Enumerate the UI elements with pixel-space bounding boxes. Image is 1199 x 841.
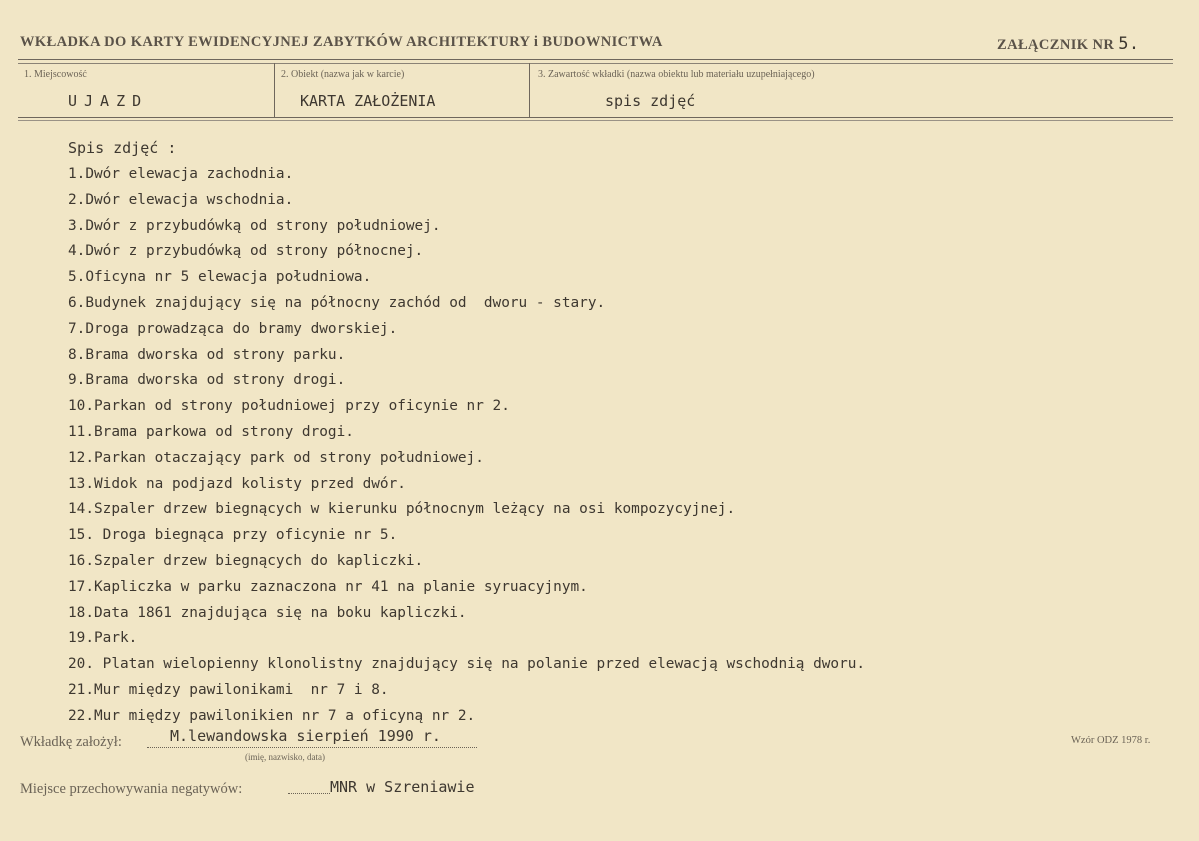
field-divider — [274, 63, 275, 117]
negatives-dotted-line — [288, 793, 330, 794]
list-item: 13.Widok na podjazd kolisty przed dwór. — [68, 475, 406, 492]
annex-label: ZAŁĄCZNIK NR — [997, 37, 1115, 53]
location-value: UJAZD — [68, 92, 149, 110]
annex-header — [997, 34, 1139, 54]
made-by-caption: (imię, nazwisko, data) — [245, 752, 325, 762]
list-item: 9.Brama dworska od strony drogi. — [68, 372, 346, 389]
list-item: 10.Parkan od strony południowej przy oficynie nr 2. — [68, 398, 510, 415]
content-label: 3. Zawartość wkładki (nazwa obiektu lub materiału uzupełniającego) — [538, 69, 815, 80]
list-item: 1.Dwór elewacja zachodnia. — [68, 166, 294, 182]
list-item: 3.Dwór z przybudówką od strony południowej. — [68, 217, 441, 234]
list-item: 22.Mur między pawilonikien nr 7 a oficyną nr 2. — [68, 707, 476, 724]
content-value: spis zdjęć — [605, 92, 696, 110]
negatives-location-label: Miejsce przechowywania negatywów: — [20, 781, 243, 797]
form-title: WKŁADKA DO KARTY EWIDENCYJNEJ ZABYTKÓW ARCHITEKTURY i BUDOWNICTWA — [20, 34, 663, 50]
made-by-value: M.lewandowska sierpień 1990 r. — [170, 727, 441, 745]
list-item: 17.Kapliczka w parku zaznaczona nr 41 na planie syruacyjnym. — [68, 578, 588, 595]
list-item: 21.Mur między pawilonikami nr 7 i 8. — [68, 681, 389, 698]
made-by-dotted-line — [147, 747, 477, 748]
list-item: 15. Droga biegnąca przy oficynie nr 5. — [68, 527, 398, 544]
list-item: 16.Szpaler drzew biegnących do kapliczki. — [68, 552, 424, 569]
form-code: Wzór ODZ 1978 r. — [1071, 735, 1151, 746]
list-item: 20. Platan wielopienny klonolistny znajdujący się na polanie przed elewacją wschodnią dworu. — [68, 656, 866, 673]
object-value: KARTA ZAŁOŻENIA — [300, 92, 436, 110]
header-rule — [18, 59, 1173, 60]
list-item: 19.Park. — [68, 630, 138, 647]
list-item: 12.Parkan otaczający park od strony południowej. — [68, 449, 484, 466]
list-item: 4.Dwór z przybudówką od strony północnej. — [68, 243, 424, 260]
list-item: 11.Brama parkowa od strony drogi. — [68, 423, 354, 440]
list-item: 6.Budynek znajdujący się na północny zachód od dworu - stary. — [68, 294, 606, 311]
made-by-label: Wkładkę założył: — [20, 734, 122, 750]
fields-rule-thin — [18, 120, 1173, 121]
location-label: 1. Miejscowość — [24, 69, 87, 80]
photo-list — [68, 162, 865, 730]
fields-rule — [18, 117, 1173, 118]
list-item: 5.Oficyna nr 5 elewacja południowa. — [68, 269, 372, 286]
negatives-location-value: MNR w Szreniawie — [330, 778, 475, 796]
list-item: 14.Szpaler drzew biegnących w kierunku północnym leżący na osi kompozycyjnej. — [68, 501, 736, 518]
photo-list-title: Spis zdjęć : — [68, 139, 177, 157]
annex-number: 5. — [1118, 34, 1140, 54]
object-label: 2. Obiekt (nazwa jak w karcie) — [281, 69, 405, 80]
list-item: 2.Dwór elewacja wschodnia. — [68, 191, 294, 208]
field-divider — [529, 63, 530, 117]
header-rule-thin — [18, 63, 1173, 64]
list-item: 8.Brama dworska od strony parku. — [68, 346, 346, 363]
list-item: 18.Data 1861 znajdująca się na boku kapliczki. — [68, 604, 467, 621]
list-item: 7.Droga prowadząca do bramy dworskiej. — [68, 320, 398, 337]
